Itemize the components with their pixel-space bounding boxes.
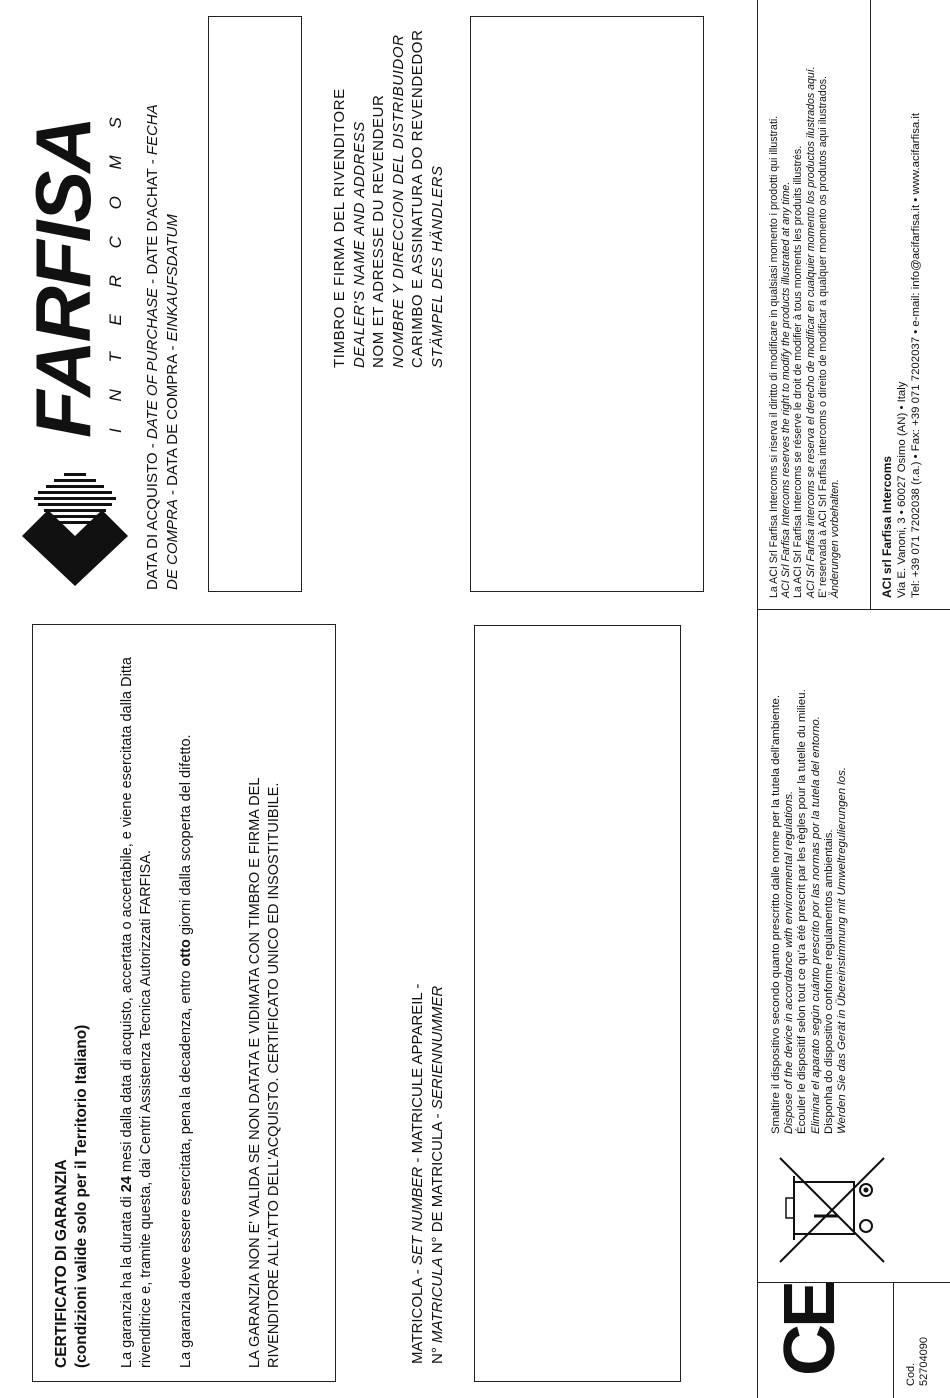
dealer-stamp-label xyxy=(330,0,447,368)
dealer-label-it: TIMBRO E FIRMA DEL RIVENDITORE xyxy=(331,88,348,368)
dealer-label-pt: CARIMBO E ASSINATURA DO REVENDEDOR xyxy=(409,29,426,368)
warranty-caps-line2: RIVENDITORE ALL'ATTO DELL'ACQUISTO. CERTIFICATO UNICO ED INSOSTITUIBILE. xyxy=(266,782,282,1368)
disposal-it: Smaltire il dispositivo secondo quanto prescritto dalle norme per la tutela dell'ambiente. xyxy=(770,694,782,1134)
reserve-de: Änderungen vorbehalten. xyxy=(829,479,842,598)
reserve-en: ACI Srl Farfisa Intercoms reserves the right to modify the products illustrated at any time. xyxy=(780,181,793,598)
brand-wordmark: FARFISA xyxy=(19,118,107,438)
ce-mark: CE xyxy=(770,1283,850,1376)
weee-crossed-bin-icon xyxy=(774,1148,890,1272)
warranty-days: otto xyxy=(178,939,194,967)
company-contacts: Tel: +39 071 7202038 (r.a.) • Fax: +39 071 7202037 • e-mail: info@acifarfisa.it • www.acifarfisa.it xyxy=(910,112,922,598)
company-address: Via E. Vanoni, 3 • 60027 Osimo (AN) • Italy xyxy=(896,381,908,598)
disposal-pt: Disponha do dispositivo conforme regulamentos ambientais. xyxy=(822,829,835,1134)
reserve-it: La ACI Srl Farfisa Intercoms si riserva il diritto di modificare in qualsiasi momento i prodotti qui illustrati. xyxy=(768,115,780,598)
dealer-label-fr: NOM ET ADRESSE DU REVENDEUR xyxy=(370,94,387,368)
footer-divider-ce xyxy=(757,1282,950,1283)
warranty-title-line2: (condizioni valide solo per il Territorio Italiano) xyxy=(73,1024,90,1368)
warranty-paragraph-deadline: La garanzia deve essere esercitata, pena la decadenza, entro otto giorni dalla scoperta del difetto. xyxy=(178,734,194,1368)
dealer-label-de: STÄMPEL DES HÄNDLERS xyxy=(428,165,446,368)
footer-divider-cod xyxy=(893,1283,894,1398)
reserve-es: ACI Srl Farfisa intercoms se reserva el derecho de modificar en cualquier momento los productos ilustrados aquí. xyxy=(804,66,817,598)
serial-label: MATRICOLA - SET NUMBER - MATRICULE APPAREIL - N° MATRICULA N° DE MATRICULA - SERIENNUMMER xyxy=(409,983,446,1364)
warranty-validity-notice xyxy=(246,628,284,1368)
company-info xyxy=(880,0,923,598)
product-code-value: 52704090 xyxy=(918,1337,930,1386)
warranty-months: 24 xyxy=(119,1176,135,1193)
footer-top-border xyxy=(757,0,758,1398)
reserve-fr: La ACI Srl Farfisa Intercoms se réserve le droit de modifier à tous moments les produits illustrés. xyxy=(792,145,805,598)
dealer-stamp-box xyxy=(470,16,704,592)
purchase-date-box xyxy=(208,16,302,592)
disposal-es: Eliminar el aparato según cuánto prescrito por las normas por la tutela del entorno. xyxy=(809,716,822,1134)
product-code: Cod. 52704090 xyxy=(905,1296,931,1386)
brand-subtitle: I N T E R C O M S xyxy=(106,106,125,433)
modification-notice xyxy=(768,0,841,598)
company-name: ACI srl Farfisa Intercoms xyxy=(880,455,894,598)
warranty-paragraph-duration: La garanzia ha la durata di 24 mesi dalla data di acquisto, accertata o accertabile, e viene esercitata dalla Ditta rivenditrice e, tramite questa, dai Centri Assistenza Tecnica Autorizzati FARFISA. xyxy=(119,657,154,1368)
dealer-label-en: DEALER'S NAME AND ADDRESS xyxy=(350,121,368,368)
disposal-fr: Écouler le dispositif selon tout ce qu'a été prescrit par les règles pour la tutelle du milieu. xyxy=(796,689,809,1134)
reserve-pt: E' reservada à ACI Srl Farfisa intercoms o direito de modificar a qualquer momento os produtos aqui ilustrados. xyxy=(816,76,829,598)
warranty-title xyxy=(52,648,92,1368)
dealer-label-es: NOMBRE Y DIRECCION DEL DISTRIBUIDOR xyxy=(389,34,407,368)
warranty-caps-line1: LA GARANZIA NON E' VALIDA SE NON DATATA E VIDIMATA CON TIMBRO E FIRMA DEL xyxy=(247,777,263,1368)
purchase-date-label: DATA DI ACQUISTO - DATE OF PURCHASE - DATE D'ACHAT - FECHA DE COMPRA - DATA DE COMPRA - EINKAUFSDATUM xyxy=(144,104,181,590)
serial-number-box xyxy=(474,625,681,1382)
farfisa-logo xyxy=(20,68,130,588)
footer-divider-address xyxy=(870,0,871,610)
disposal-en: Dispose of the device in accordance with environmental regulations. xyxy=(783,790,796,1134)
disposal-de: Werden Sie das Gerät in Übereinstimmung mit Umweltregulierungen los. xyxy=(836,767,849,1134)
warranty-title-line1: CERTIFICATO DI GARANZIA xyxy=(53,1159,70,1368)
